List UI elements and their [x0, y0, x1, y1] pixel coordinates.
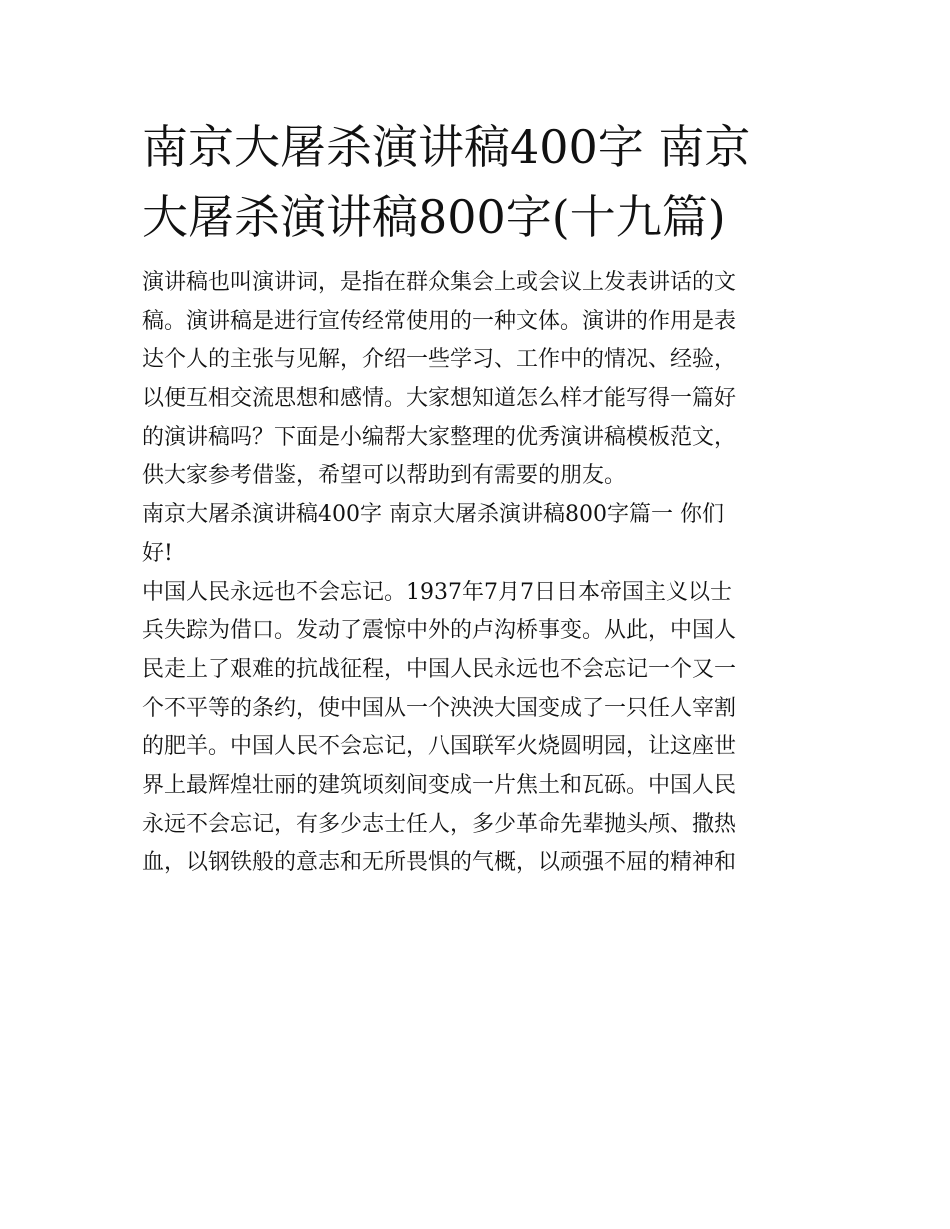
text-line: 血，以钢铁般的意志和无所畏惧的气概，以顽强不屈的精神和 [142, 850, 737, 876]
document-page [142, 112, 814, 883]
text-line: 界上最辉煌壮丽的建筑顷刻间变成一片焦土和瓦砾。中国人民 [142, 772, 737, 798]
text-line: 兵失踪为借口。发动了震惊中外的卢沟桥事变。从此，中国人 [142, 618, 737, 644]
text-line: 达个人的主张与见解，介绍一些学习、工作中的情况、经验， [142, 347, 737, 373]
text-line: 演讲稿也叫演讲词，是指在群众集会上或会议上发表讲话的文 [142, 270, 737, 295]
text-line: 以便互相交流思想和感情。大家想知道怎么样才能写得一篇好 [142, 386, 737, 412]
section-heading-paragraph [142, 496, 814, 573]
speech-paragraph [142, 574, 814, 884]
text-line: 永远不会忘记，有多少志士任人，多少革命先辈抛头颅、撒热 [142, 811, 737, 837]
text-line: 好! [142, 540, 173, 566]
document-title [142, 112, 814, 252]
intro-paragraph [142, 264, 814, 496]
title-line-2: 大屠杀演讲稿800字(十九篇) [142, 190, 726, 244]
text-line: 民走上了艰难的抗战征程，中国人民永远也不会忘记一个又一 [142, 656, 737, 682]
text-line: 南京大屠杀演讲稿400字 南京大屠杀演讲稿800字篇一 你们 [142, 502, 724, 528]
text-line: 的肥羊。中国人民不会忘记，八国联军火烧圆明园，让这座世 [142, 734, 737, 760]
title-line-1: 南京大屠杀演讲稿400字 南京 [142, 120, 751, 174]
text-line: 个不平等的条约，使中国从一个泱泱大国变成了一只任人宰割 [142, 695, 737, 721]
text-line: 供大家参考借鉴，希望可以帮助到有需要的朋友。 [142, 463, 627, 489]
text-line: 的演讲稿吗？下面是小编帮大家整理的优秀演讲稿模板范文， [142, 424, 737, 450]
document-body [142, 264, 814, 883]
text-line: 中国人民永远也不会忘记。1937年7月7日日本帝国主义以士 [142, 579, 732, 605]
text-line: 稿。演讲稿是进行宣传经常使用的一种文体。演讲的作用是表 [142, 308, 737, 334]
